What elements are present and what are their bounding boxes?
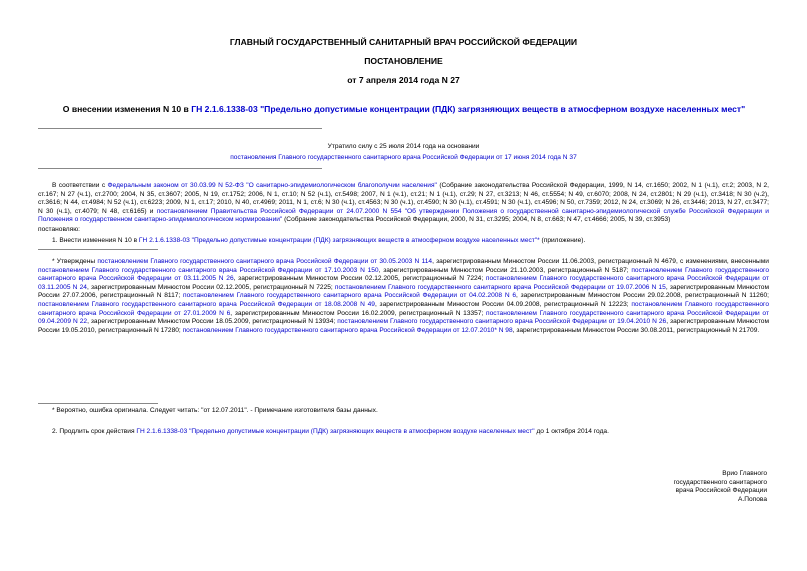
item-1-text-2: (приложение). xyxy=(539,237,586,244)
footnote-link-11[interactable]: постановлением Главного государственного санитарного врача Российской Федерации от 12.07.2010* N 98 xyxy=(182,326,513,334)
title-link-gn[interactable]: ГН 2.1.6.1338-03 "Предельно допустимые концентрации (ПДК) загрязняющих веществ в атмосферном воздухе населенных мест" xyxy=(191,104,746,114)
signature-line-2: государственного санитарного xyxy=(673,478,767,486)
item-1 xyxy=(52,237,769,246)
footnote-link-10[interactable]: постановлением Главного государственного санитарного врача Российской Федерации от 19.04.2010 N 26 xyxy=(337,318,667,326)
government-decree-link[interactable]: постановлением Правительства Российской Федерации от 24.07.2000 N 554 "Об утверждении Положения о государственной санитарно-эпидемиологической службе Российской Федерации и Положения о государственном санитарно-эпидемиологическом нормировании" xyxy=(38,207,769,224)
footnote-text-4: , зарегистрированным Минюстом России 02.12.2005, регистрационный N 7225; xyxy=(86,283,335,291)
footnote-text-5: , зарегистрированным Минюстом России 27.07.2006, регистрационный N 8117; xyxy=(38,283,770,300)
item-2-text-2: до 1 октября 2014 года. xyxy=(534,428,609,435)
status-block xyxy=(180,143,627,162)
item-1-gn-link[interactable]: ГН 2.1.6.1338-03 "Предельно допустимые концентрации (ПДК) загрязняющих веществ в атмосферном воздухе населенных мест"* xyxy=(138,237,540,244)
divider-footnote xyxy=(38,249,158,250)
document-title xyxy=(40,104,768,114)
title-prefix: О внесении изменения N 10 в xyxy=(62,104,192,114)
footnote-text-6: , зарегистрированным Минюстом России 29.02.2008, регистрационный N 11260; xyxy=(516,292,769,300)
footnote-paragraph xyxy=(38,258,769,335)
footnote-link-8[interactable]: постановлением Главного государственного санитарного врача Российской Федерации от 27.01.2009 N 6 xyxy=(38,300,769,317)
document-date-number: от 7 апреля 2014 года N 27 xyxy=(347,75,460,85)
federal-law-link[interactable]: Федеральным законом от 30.03.99 N 52-ФЗ "О санитарно-эпидемиологическом благополучии населения" xyxy=(107,182,437,189)
footnote-text-8: , зарегистрированным Минюстом России 16.02.2009, регистрационный N 13357; xyxy=(230,309,487,317)
footnote-text-7: , зарегистрированным Минюстом России 04.09.2008, регистрационный N 12223; xyxy=(374,300,632,308)
footnote-link-3[interactable]: постановлением Главного государственного санитарного врача Российской Федерации от 03.11.2005 N 26 xyxy=(38,266,769,283)
signature-line-1: Врио Главного xyxy=(722,470,767,477)
preamble-text-1: В соответствии с xyxy=(52,182,108,189)
item-2 xyxy=(52,428,769,437)
footnote-link-5[interactable]: постановлением Главного государственного санитарного врача Российской Федерации от 19.07.2006 N 15 xyxy=(334,283,666,291)
erratum-note: * Вероятно, ошибка оригинала. Следует читать: "от 12.07.2011". - Примечание изготовителя базы данных. xyxy=(52,407,378,414)
footnote-link-4[interactable]: постановлением Главного государственного санитарного врача Российской Федерации от 03.11.2005 N 24 xyxy=(38,275,769,291)
preamble-text-2: (Собрание законодательства Российской Федерации, 1999, N 14, ст.1650; 2002, N 1 (ч.1), ст.2; 2003, N 2, ст.167; N 27 (ч.1), ст.2700; 2004, N 35, ст.3607; 2005, N 19, ст.1752; 2006, N 1, ст.10; N 52 (ч.1), ст.5498; 2007, N 1 (ч.1), ст.21; N 1 (ч.1), ст.29; N 27, ст.3213; N 46, ст.5554; N 49, ст.6070; 2008, N 24, ст.2801; N 29 (ч.1), ст.3418; N 30 (ч.2), ст.3616; N 44, ст.4984; N 52 (ч.1), ст.6223; 2009, N 1, ст.17; 2010, N 40, ст.4969; 2011, N 1, ст.6; N 30 (ч.1), ст.4563; N 30 (ч.1), ст.4590; N 30 (ч.1), ст.4591; N 30 (ч.1), ст.4596; N 50, ст.7359; 2012, N 24, ст.3069; N 26, ст.3446; 2013, N 27, ст.3477; N 30 (ч.1), ст.4079; N 48, ст.6165) и xyxy=(38,182,769,215)
footnote-text-3: , зарегистрированным Минюстом России 02.12.2005, регистрационный N 7224; xyxy=(233,275,486,283)
signature-name: А.Попова xyxy=(738,495,767,503)
issuing-authority: ГЛАВНЫЙ ГОСУДАРСТВЕННЫЙ САНИТАРНЫЙ ВРАЧ РОССИЙСКОЙ ФЕДЕРАЦИИ xyxy=(229,37,578,47)
divider-top xyxy=(38,128,322,129)
item-1-text-1: 1. Внести изменения N 10 в xyxy=(52,237,139,244)
signature-block xyxy=(674,470,767,504)
item-2-gn-link[interactable]: ГН 2.1.6.1338-03 "Предельно допустимые концентрации (ПДК) загрязняющих веществ в атмосферном воздухе населенных мест" xyxy=(136,428,535,435)
signature-line-3: врача Российской Федерации xyxy=(675,487,767,495)
footnote-text-10: , зарегистрированным Минюстом России 19.05.2010, регистрационный N 17280; xyxy=(38,318,770,334)
preamble-text-3: (Собрание законодательства Российской Федерации, 2000, N 31, ст.3295; 2004, N 8, ст.663; N 47, ст.4666; 2005, N 39, ст.3953) xyxy=(282,216,671,224)
footnote-text-1: , зарегистрированным Минюстом России 11.06.2003, регистрационный N 4679, с изменениями, внесенными xyxy=(432,258,769,265)
footnote-text-9: , зарегистрированным Минюстом России 18.05.2009, регистрационный N 13934; xyxy=(87,318,338,326)
divider-status xyxy=(38,168,322,169)
footnote-link-7[interactable]: постановлением Главного государственного санитарного врача Российской Федерации от 18.08.2008 N 49 xyxy=(38,300,375,308)
footnote-text-11: , зарегистрированным Минюстом России 30.08.2011, регистрационный N 21709. xyxy=(512,326,760,334)
document-type: ПОСТАНОВЛЕНИЕ xyxy=(364,56,443,66)
footnote-link-9[interactable]: постановлением Главного государственного санитарного врача Российской Федерации от 09.04.2009 N 22 xyxy=(38,309,769,326)
footnote-link-1[interactable]: постановлением Главного государственного санитарного врача Российской Федерации от 30.05.2003 N 114 xyxy=(97,258,433,265)
status-repeal-link[interactable]: постановления Главного государственного санитарного врача Российской Федерации от 17 июня 2014 года N 37 xyxy=(230,153,577,161)
footnote-text-0: * Утверждены xyxy=(52,258,98,265)
divider-erratum xyxy=(38,403,158,404)
footnote-text-2: , зарегистрированным Минюстом России 21.10.2003, регистрационный N 5187; xyxy=(378,266,632,274)
decree-word: постановляю: xyxy=(38,226,81,233)
footnote-link-2[interactable]: постановлением Главного государственного санитарного врача Российской Федерации от 17.10.2003 N 150 xyxy=(38,266,379,274)
item-2-text-1: 2. Продлить срок действия xyxy=(52,428,137,435)
preamble-paragraph xyxy=(38,182,769,225)
footnote-link-6[interactable]: постановлением Главного государственного санитарного врача Российской Федерации от 04.02.2008 N 6 xyxy=(183,292,517,300)
status-line: Утратило силу с 25 июля 2014 года на основании xyxy=(327,143,480,150)
